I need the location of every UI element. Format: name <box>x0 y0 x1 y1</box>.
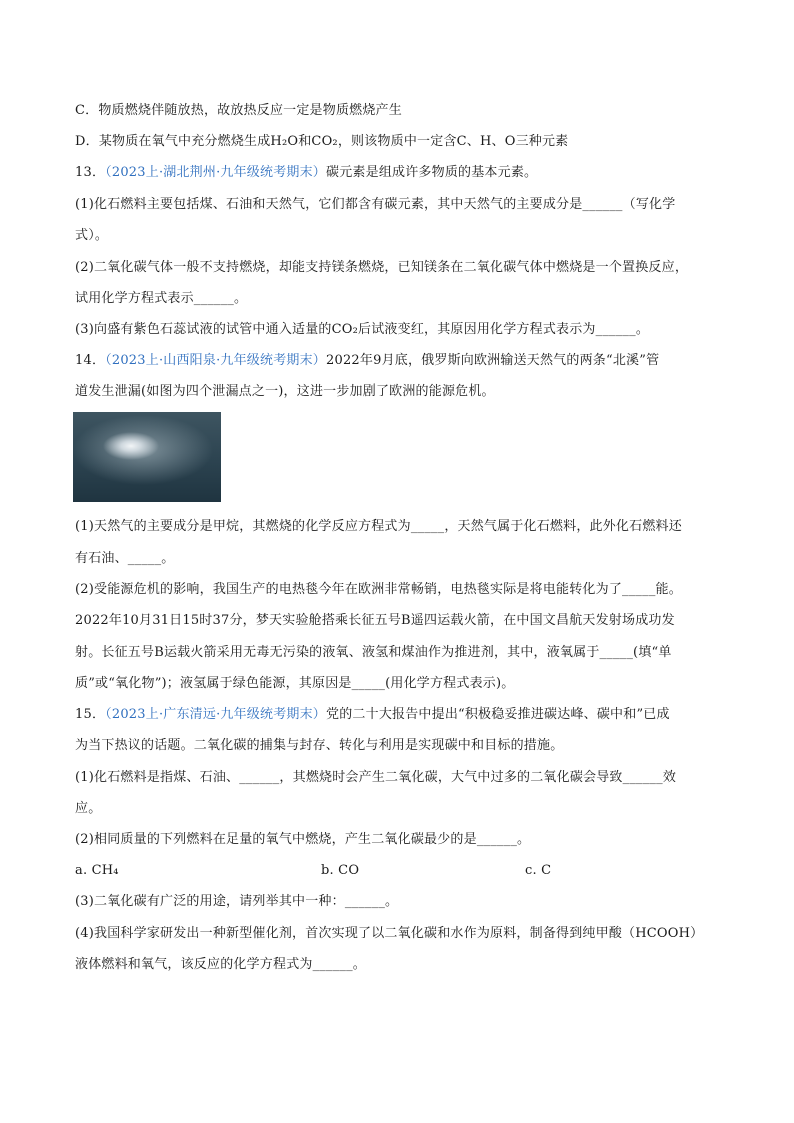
option-c: c. C <box>525 863 552 878</box>
question-stem: 2022年9月底，俄罗斯向欧洲输送天然气的两条“北溪”管 <box>326 353 660 368</box>
q14-part2-line3: 射。长征五号B运载火箭采用无毒无污染的液氧、液氢和煤油作为推进剂，其中，液氧属于_____(填“单 <box>75 645 672 660</box>
question-source: （2023上·湖北荆州·九年级统考期末） <box>105 165 327 180</box>
question-stem: 碳元素是组成许多物质的基本元素。 <box>326 165 538 180</box>
option-c: C．物质燃烧伴随放热，故放热反应一定是物质燃烧产生 <box>75 103 402 118</box>
q15-part1-line2: 应。 <box>75 801 102 816</box>
q15-stem-line2: 为当下热议的话题。二氧化碳的捕集与封存、转化与利用是实现碳中和目标的措施。 <box>75 738 564 753</box>
q15-part4-line1: (4)我国科学家研发出一种新型催化剂，首次实现了以二氧化碳和水作为原料，制备得到纯甲酸（HCOOH） <box>75 926 704 941</box>
q14-part1-line1: (1)天然气的主要成分是甲烷，其燃烧的化学反应方程式为_____，天然气属于化石燃料，此外化石燃料还 <box>75 519 682 534</box>
q13-part1-line1: (1)化石燃料主要包括煤、石油和天然气，它们都含有碳元素，其中天然气的主要成分是______（写化学 <box>75 197 676 212</box>
q13-part2-line2: 试用化学方程式表示______。 <box>75 291 248 306</box>
question-source: （2023上·山西阳泉·九年级统考期末） <box>105 353 327 368</box>
q14-part1-line2: 有石油、_____。 <box>75 551 175 566</box>
q14-part2-line1: (2)受能源危机的影响，我国生产的电热毯今年在欧洲非常畅销，电热毯实际是将电能转化为了_____能。 <box>75 582 682 597</box>
question-stem: 党的二十大报告中提出“积极稳妥推进碳达峰、碳中和”已成 <box>326 707 670 722</box>
q14-part2-line2: 2022年10月31日15时37分，梦天实验舱搭乘长征五号B遥四运载火箭，在中国文昌航天发射场成功发 <box>75 613 675 628</box>
question-number: 13． <box>75 165 106 180</box>
q15-part2: (2)相同质量的下列燃料在足量的氧气中燃烧，产生二氧化碳最少的是______。 <box>75 832 531 847</box>
option-d: D．某物质在氧气中充分燃烧生成H₂O和CO₂，则该物质中一定含C、H、O三种元素 <box>75 134 569 149</box>
q14-part2-line4: 质”或“氧化物”)；液氢属于绿色能源，其原因是_____(用化学方程式表示)。 <box>75 676 515 691</box>
q13-part3: (3)向盛有紫色石蕊试液的试管中通入适量的CO₂后试液变红，其原因用化学方程式表示为______。 <box>75 322 650 337</box>
gas-leak-photo <box>73 412 221 502</box>
q15-part4-line2: 液体燃料和氧气，该反应的化学方程式为______。 <box>75 957 367 972</box>
question-source: （2023上·广东清远·九年级统考期末） <box>105 707 327 722</box>
question-14-header <box>75 352 724 370</box>
question-15-header <box>75 706 724 724</box>
question-number: 14． <box>75 353 106 368</box>
option-a: a. CH₄ <box>75 863 119 878</box>
question-number: 15． <box>75 707 106 722</box>
q14-stem-line2: 道发生泄漏(如图为四个泄漏点之一)，这进一步加剧了欧洲的能源危机。 <box>75 384 495 399</box>
q13-part1-line2: 式）。 <box>75 228 109 243</box>
q15-part1-line1: (1)化石燃料是指煤、石油、______，其燃烧时会产生二氧化碳，大气中过多的二氧化碳会导致______效 <box>75 770 677 785</box>
q15-part3: (3)二氧化碳有广泛的用途，请列举其中一种：______。 <box>75 894 399 909</box>
question-13-header <box>75 164 724 182</box>
q13-part2-line1: (2)二氧化碳气体一般不支持燃烧，却能支持镁条燃烧，已知镁条在二氧化碳气体中燃烧是一个置换反应， <box>75 260 689 275</box>
option-b: b. CO <box>321 863 360 878</box>
